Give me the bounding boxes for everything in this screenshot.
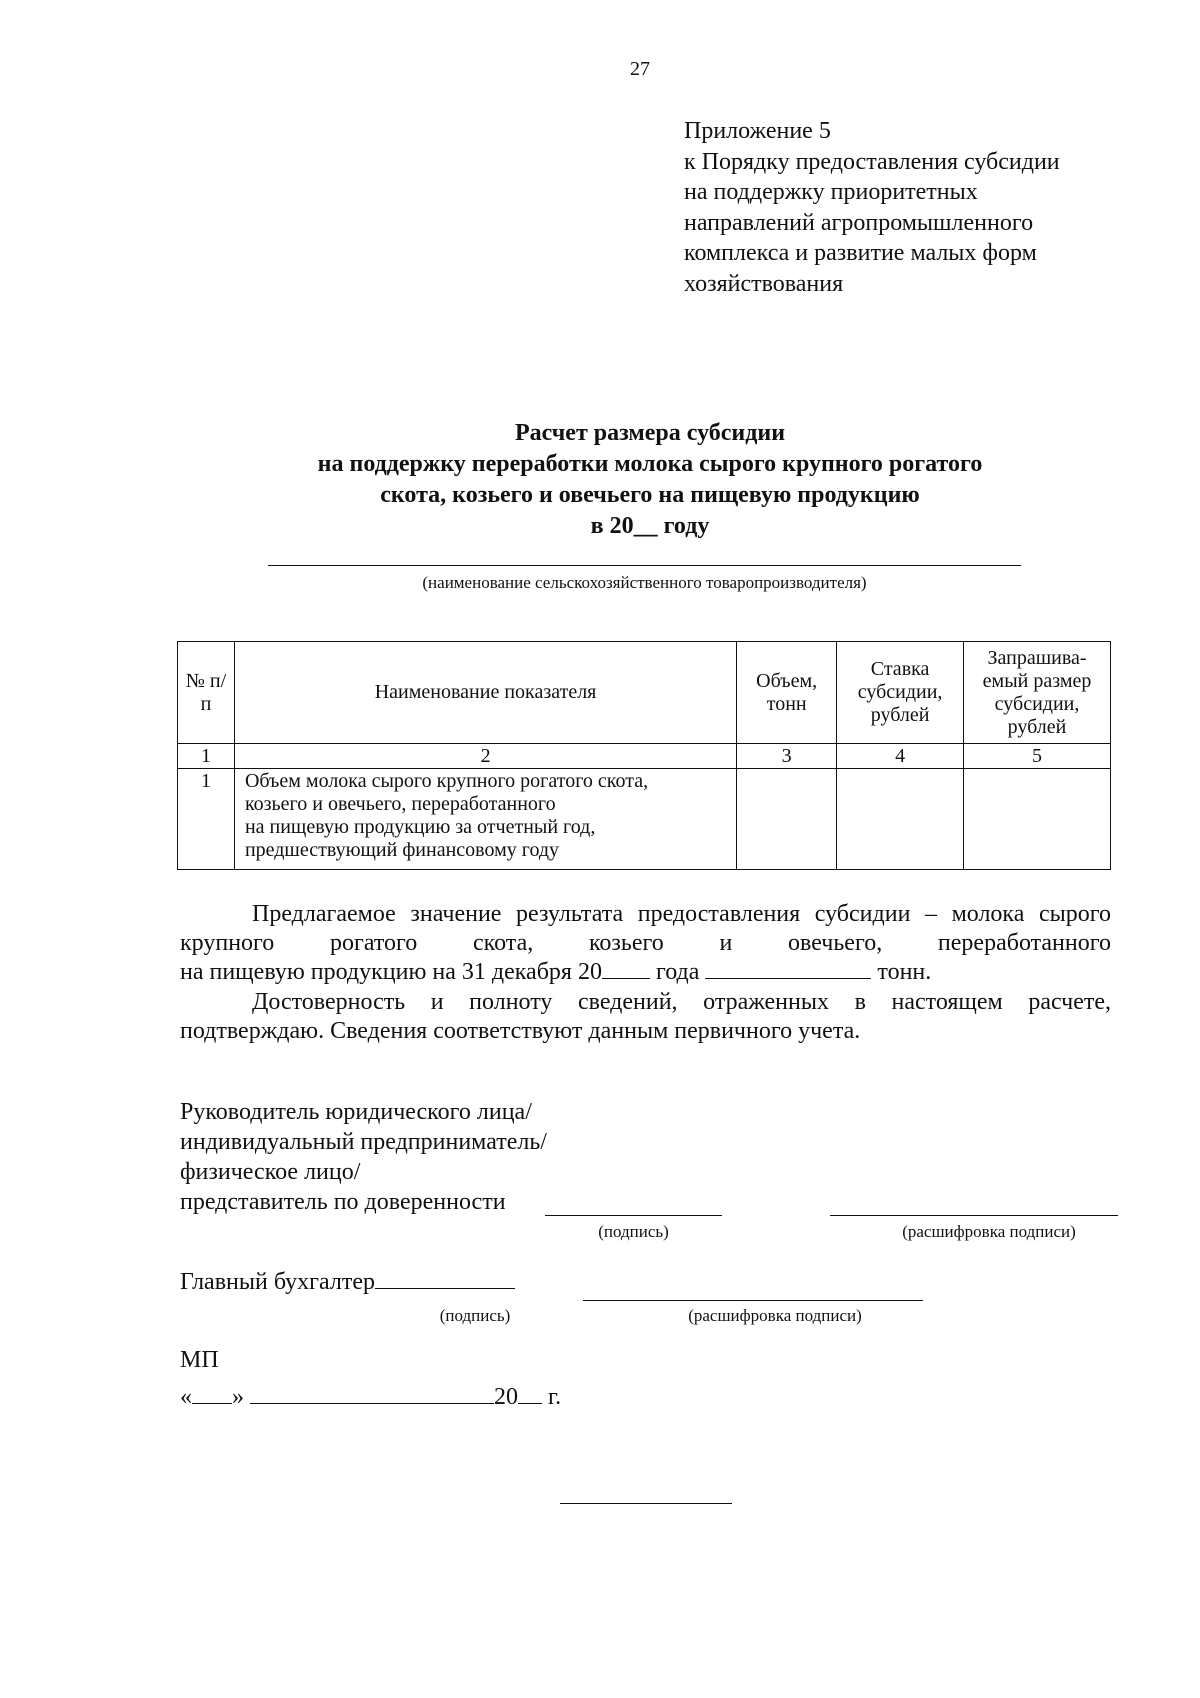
result-text: тонн. xyxy=(877,959,932,985)
year-digits-blank[interactable] xyxy=(518,1383,542,1404)
signatory-line: Руководитель юридического лица/ xyxy=(180,1099,532,1125)
title-line: в 20__ году xyxy=(590,513,710,539)
date-close-quote: » xyxy=(232,1384,244,1410)
end-divider xyxy=(560,1503,732,1504)
appendix-line: к Порядку предоставления субсидии xyxy=(684,148,1060,175)
producer-caption: (наименование сельскохозяйственного товаропроизводителя) xyxy=(422,573,867,592)
signatory-decoding-caption: (расшифровка подписи) xyxy=(902,1222,1076,1241)
row-name-line: Объем молока сырого крупного рогатого скота, xyxy=(244,770,649,792)
header-volume: Объем, тонн xyxy=(737,642,837,744)
appendix-header xyxy=(684,116,1124,300)
header-requested: Запрашива-емый размер субсидии, рублей xyxy=(964,642,1111,744)
row-name xyxy=(234,769,736,870)
column-number: 4 xyxy=(837,744,964,769)
signatory-line: представитель по доверенности xyxy=(180,1189,506,1215)
row-rate-cell[interactable] xyxy=(837,769,964,870)
title-line: скота, козьего и овечьего на пищевую продукцию xyxy=(380,482,920,508)
header-name: Наименование показателя xyxy=(234,642,736,744)
signatory-block xyxy=(180,1097,547,1217)
column-number: 1 xyxy=(178,744,235,769)
chief-accountant-label: Главный бухгалтер xyxy=(180,1269,375,1295)
year-blank[interactable] xyxy=(602,958,650,979)
column-numbers-row xyxy=(178,744,1111,769)
date-year-suffix: г. xyxy=(548,1384,562,1410)
appendix-line: хозяйствования xyxy=(684,270,844,297)
column-number: 2 xyxy=(234,744,736,769)
title-line: Расчет размера субсидии xyxy=(514,420,786,446)
producer-name-blank xyxy=(268,565,1021,566)
appendix-line: на поддержку приоритетных xyxy=(684,179,978,206)
page-number: 27 xyxy=(630,58,650,80)
result-line: крупного рогатого скота, козьего и овечьего, переработанного xyxy=(180,930,1111,956)
chief-decoding-line[interactable] xyxy=(583,1300,923,1301)
signatory-line: физическое лицо/ xyxy=(180,1159,361,1185)
confirm-line: Достоверность и полноту сведений, отраженных в настоящем расчете, xyxy=(252,989,1111,1015)
month-blank[interactable] xyxy=(250,1383,494,1404)
signatory-signature-caption: (подпись) xyxy=(598,1222,669,1241)
row-num: 1 xyxy=(178,769,235,870)
column-number: 3 xyxy=(737,744,837,769)
row-requested-cell[interactable] xyxy=(964,769,1111,870)
subsidy-table xyxy=(177,641,1111,870)
signatory-decoding-line[interactable] xyxy=(830,1215,1118,1216)
table-row xyxy=(178,769,1111,870)
date-open-quote: « xyxy=(180,1384,192,1410)
result-text: года xyxy=(655,959,700,985)
title-line: на поддержку переработки молока сырого крупного рогатого xyxy=(317,451,983,477)
date-line xyxy=(180,1383,561,1411)
appendix-line: направлений агропромышленного xyxy=(684,209,1034,236)
result-line: Предлагаемое значение результата предоставления субсидии – молока сырого xyxy=(252,901,1111,927)
appendix-line: комплекса и развитие малых форм xyxy=(684,240,1037,267)
signatory-line: индивидуальный предприниматель/ xyxy=(180,1129,547,1155)
confirm-paragraph xyxy=(180,988,1111,1046)
chief-decoding-caption: (расшифровка подписи) xyxy=(688,1306,862,1325)
result-line xyxy=(180,958,1111,987)
chief-signature-caption: (подпись) xyxy=(439,1306,511,1325)
tons-blank[interactable] xyxy=(705,958,871,979)
seal-label: МП xyxy=(180,1347,219,1373)
document-title xyxy=(180,418,1120,542)
table-header-row xyxy=(178,642,1111,744)
result-paragraph xyxy=(180,900,1111,987)
date-year-prefix: 20 xyxy=(494,1384,518,1410)
day-blank[interactable] xyxy=(192,1383,232,1404)
result-text: на пищевую продукцию на 31 декабря 20 xyxy=(180,959,602,985)
row-name-line: на пищевую продукцию за отчетный год, xyxy=(244,816,596,838)
header-rate: Ставка субсидии, рублей xyxy=(837,642,964,744)
signatory-signature-line[interactable] xyxy=(545,1215,722,1216)
appendix-line: Приложение 5 xyxy=(684,118,831,144)
column-number: 5 xyxy=(964,744,1111,769)
header-num: № п/п xyxy=(178,642,235,744)
row-volume-cell[interactable] xyxy=(737,769,837,870)
chief-signature-line[interactable] xyxy=(375,1268,515,1289)
chief-accountant xyxy=(180,1268,515,1296)
row-name-line: предшествующий финансовому году xyxy=(244,839,560,861)
confirm-line: подтверждаю. Сведения соответствуют данным первичного учета. xyxy=(180,1018,861,1044)
row-name-line: козьего и овечьего, переработанного xyxy=(244,793,556,815)
